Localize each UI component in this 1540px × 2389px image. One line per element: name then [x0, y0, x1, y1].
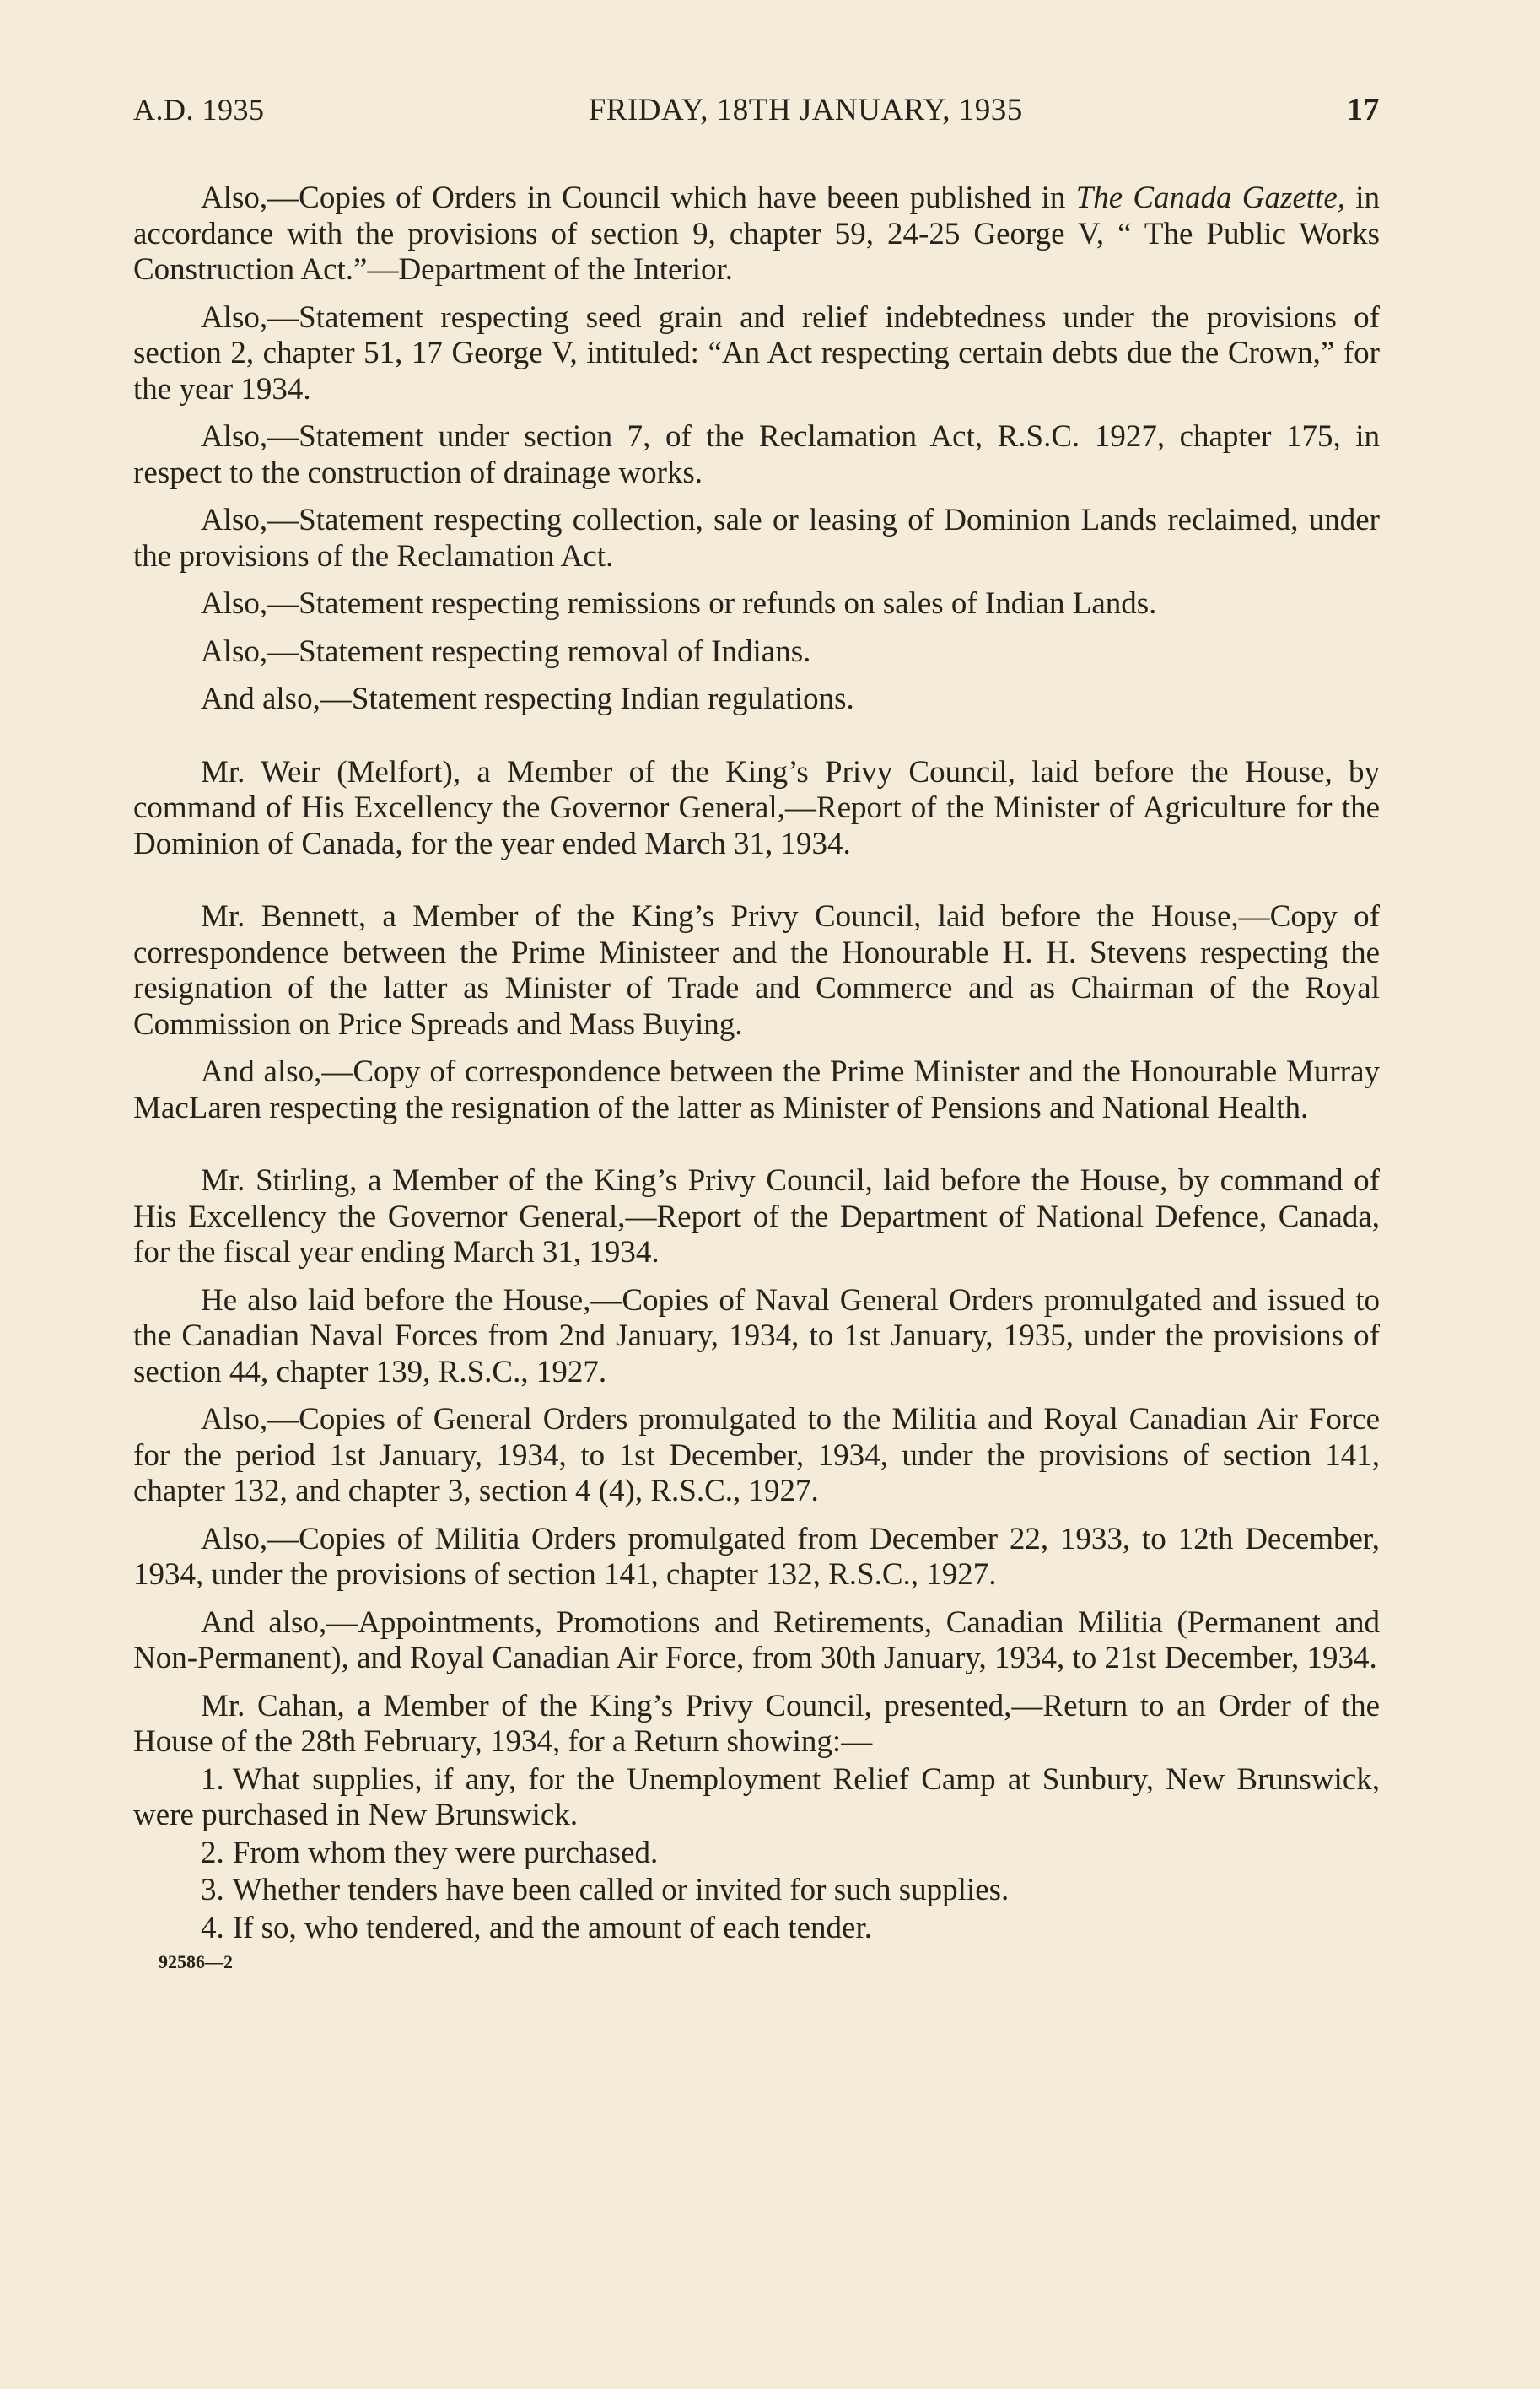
- page-number: 17: [1346, 92, 1380, 127]
- paragraph-2: Also,—Statement respecting seed grain and relief indebtedness under the provisions of section 2, chapter 51, 17 George V, intituled: “An Act respecting certain debts due the Crown,” for the year 1934.: [133, 299, 1380, 407]
- body-text: [133, 181, 1380, 1973]
- paragraph-3: Also,—Statement under section 7, of the Reclamation Act, R.S.C. 1927, chapter 175, in respect to the construction of drainage works.: [133, 419, 1380, 490]
- paragraph-5: Also,—Statement respecting remissions or refunds on sales of Indian Lands.: [201, 586, 1157, 621]
- paragraph-8: Mr. Weir (Melfort), a Member of the King’s Privy Council, laid before the House, by command of His Excellency the Governor General,—Report of the Minister of Agriculture for the Dominion of Canada, for the year ended March 31, 1934.: [133, 754, 1380, 861]
- paragraph-1: Also,—Copies of Orders in Council which have beeen published in The Canada Gazette, in accordance with the provisions of section 9, chapter 59, 24-25 George V, “ The Public Works Construction Act.”—Department of the Interior.: [133, 181, 1381, 287]
- paragraph-12: He also laid before the House,—Copies of Naval General Orders promulgated and issued to the Canadian Naval Forces from 2nd January, 1934, to 1st January, 1935, under the provisions of section 44, chapter 139, R.S.C., 1927.: [133, 1282, 1380, 1389]
- gazette-title: The Canada Gazette,: [1075, 181, 1346, 215]
- list-item: 2. From whom they were purchased.: [201, 1835, 659, 1870]
- paragraph-4: Also,—Statement respecting collection, sale or leasing of Dominion Lands reclaimed, under the provisions of the Reclamation Act.: [133, 503, 1380, 574]
- paragraph-16: Mr. Cahan, a Member of the King’s Privy Council, presented,—Return to an Order of the House of the 28th February, 1934, for a Return showing:—: [133, 1688, 1380, 1759]
- list-item: 1. What supplies, if any, for the Unemployment Relief Camp at Sunbury, New Brunswick, were purchased in New Brunswick.: [133, 1761, 1380, 1832]
- header-year: A.D. 1935: [133, 93, 265, 127]
- page-header: [133, 91, 1380, 128]
- paragraph-10: And also,—Copy of correspondence between the Prime Minister and the Honourable Murray MacLaren respecting the resignation of the latter as Minister of Pensions and National Health.: [133, 1054, 1380, 1125]
- print-code: 92586—2: [159, 1951, 233, 1972]
- paragraph-14: Also,—Copies of Militia Orders promulgated from December 22, 1933, to 12th December, 1934, under the provisions of section 141, chapter 132, R.S.C., 1927.: [133, 1521, 1380, 1592]
- paragraph-11: Mr. Stirling, a Member of the King’s Privy Council, laid before the House, by command of His Excellency the Governor General,—Report of the Department of National Defence, Canada, for the fiscal year ending March 31, 1934.: [133, 1163, 1380, 1270]
- paragraph-9: Mr. Bennett, a Member of the King’s Privy Council, laid before the House,—Copy of correspondence between the Prime Ministeer and the Honourable H. H. Stevens respecting the resignation of the latter as Minister of Trade and Commerce and as Chairman of the Royal Commission on Price Spreads and Mass Buying.: [133, 899, 1380, 1042]
- return-items-list: [133, 1762, 1380, 1947]
- paragraph-13: Also,—Copies of General Orders promulgated to the Militia and Royal Canadian Air Force for the period 1st January, 1934, to 1st December, 1934, under the provisions of section 141, chapter 132, and chapter 3, section 4 (4), R.S.C., 1927.: [133, 1402, 1380, 1508]
- header-date: FRIDAY, 18TH JANUARY, 1935: [588, 93, 1023, 127]
- paragraph-15: And also,—Appointments, Promotions and Retirements, Canadian Militia (Permanent and Non-Permanent), and Royal Canadian Air Force, from 30th January, 1934, to 21st December, 1934.: [133, 1604, 1380, 1675]
- paragraph-7: And also,—Statement respecting Indian regulations.: [201, 682, 854, 716]
- list-item: 4. If so, who tendered, and the amount of each tender.: [201, 1910, 872, 1945]
- paragraph-6: Also,—Statement respecting removal of Indians.: [201, 634, 811, 669]
- list-item: 3. Whether tenders have been called or invited for such supplies.: [201, 1873, 1010, 1907]
